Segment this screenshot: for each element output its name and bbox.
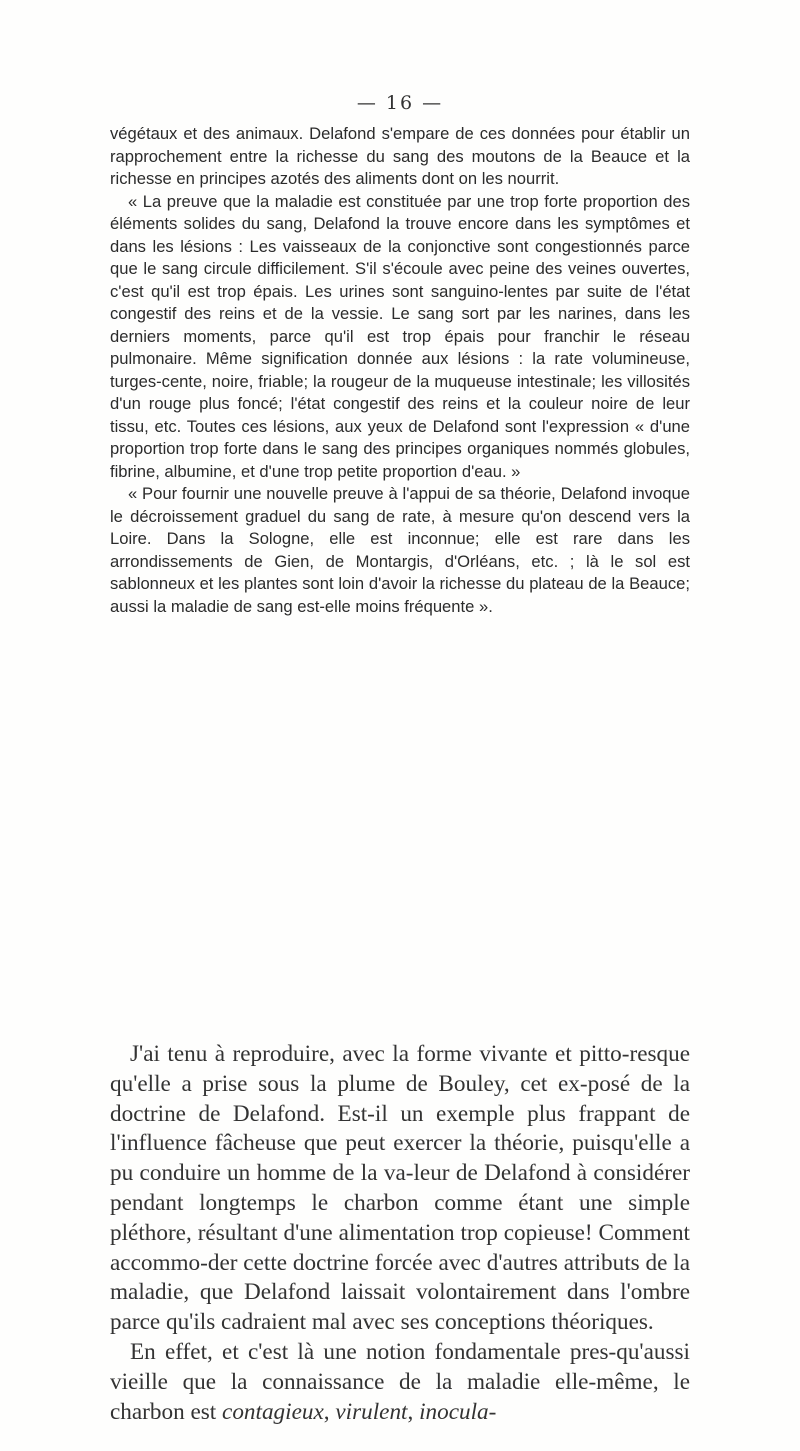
- body-paragraph-2-text: En effet, et c'est là une notion fondamentale pres-qu'aussi vieille que la connaissance de la maladie elle-même, le charbon est: [110, 1338, 690, 1425]
- body-paragraph-2: [110, 1338, 690, 1427]
- main-text: [110, 1040, 690, 1427]
- quote-paragraph-2: « La preuve que la maladie est constituée par une trop forte proportion des éléments solides du sang, Delafond la trouve encore dans les symptômes et dans les lésions : Les vaisseaux de la conjonctive sont congestionnés parce que le sang circule difficilement. S'il s'écoule avec peine des veines ouvertes, c'est qu'il est trop épais. Les urines sont sanguino-lentes par suite de l'état congestif des reins et de la vessie. Le sang sort par les narines, dans les derniers moments, parce qu'il est trop épais pour franchir le réseau pulmonaire. Même signification donnée aux lésions : la rate volumineuse, turges-cente, noire, friable; la rougeur de la muqueuse intestinale; les villosités d'un rouge plus foncé; l'état congestif des reins et la couleur noire de leur tissu, etc. Toutes ces lésions, aux yeux de Delafond sont l'expression « d'une proportion trop forte dans le sang des principes organiques nommés globules, fibrine, albumine, et d'une trop petite proportion d'eau. »: [110, 191, 690, 481]
- separator: ,: [323, 1398, 336, 1425]
- quote-paragraph-1: végétaux et des animaux. Delafond s'empare de ces données pour établir un rapprochement entre la richesse du sang des moutons de la Beauce et la richesse en principes azotés des aliments dont on les nourrit.: [110, 124, 690, 188]
- italic-term-virulent: virulent: [335, 1398, 408, 1425]
- separator: ,: [407, 1398, 420, 1425]
- quoted-passage: [110, 123, 690, 618]
- body-paragraph-1: J'ai tenu à reproduire, avec la forme vivante et pitto-resque qu'elle a prise sous la plume de Bouley, cet ex-posé de la doctrine de Delafond. Est-il un exemple plus frappant de l'influence fâcheuse que peut exercer la théorie, puisqu'elle a pu conduire un homme de la va-leur de Delafond à considérer pendant longtemps le charbon comme étant une simple pléthore, résultant d'une alimentation trop copieuse! Comment accommo-der cette doctrine forcée avec d'autres attributs de la maladie, que Delafond laissait volontairement dans l'ombre parce qu'ils cadraient mal avec ses conceptions théoriques.: [110, 1041, 690, 1336]
- quote-paragraph-3: « Pour fournir une nouvelle preuve à l'appui de sa théorie, Delafond invoque le décroissement graduel du sang de rate, à mesure qu'on descend vers la Loire. Dans la Sologne, elle est inconnue; elle est rare dans les arrondissements de Gien, de Montargis, d'Orléans, etc. ; là le sol est sablonneux et les plantes sont loin d'avoir la richesse du plateau de la Beauce; aussi la maladie de sang est-elle moins fréquente ».: [110, 484, 690, 616]
- page-number: — 16 —: [356, 92, 444, 114]
- italic-term-contagieux: contagieux: [222, 1398, 324, 1425]
- italic-term-inoculable: inocula-: [419, 1398, 497, 1425]
